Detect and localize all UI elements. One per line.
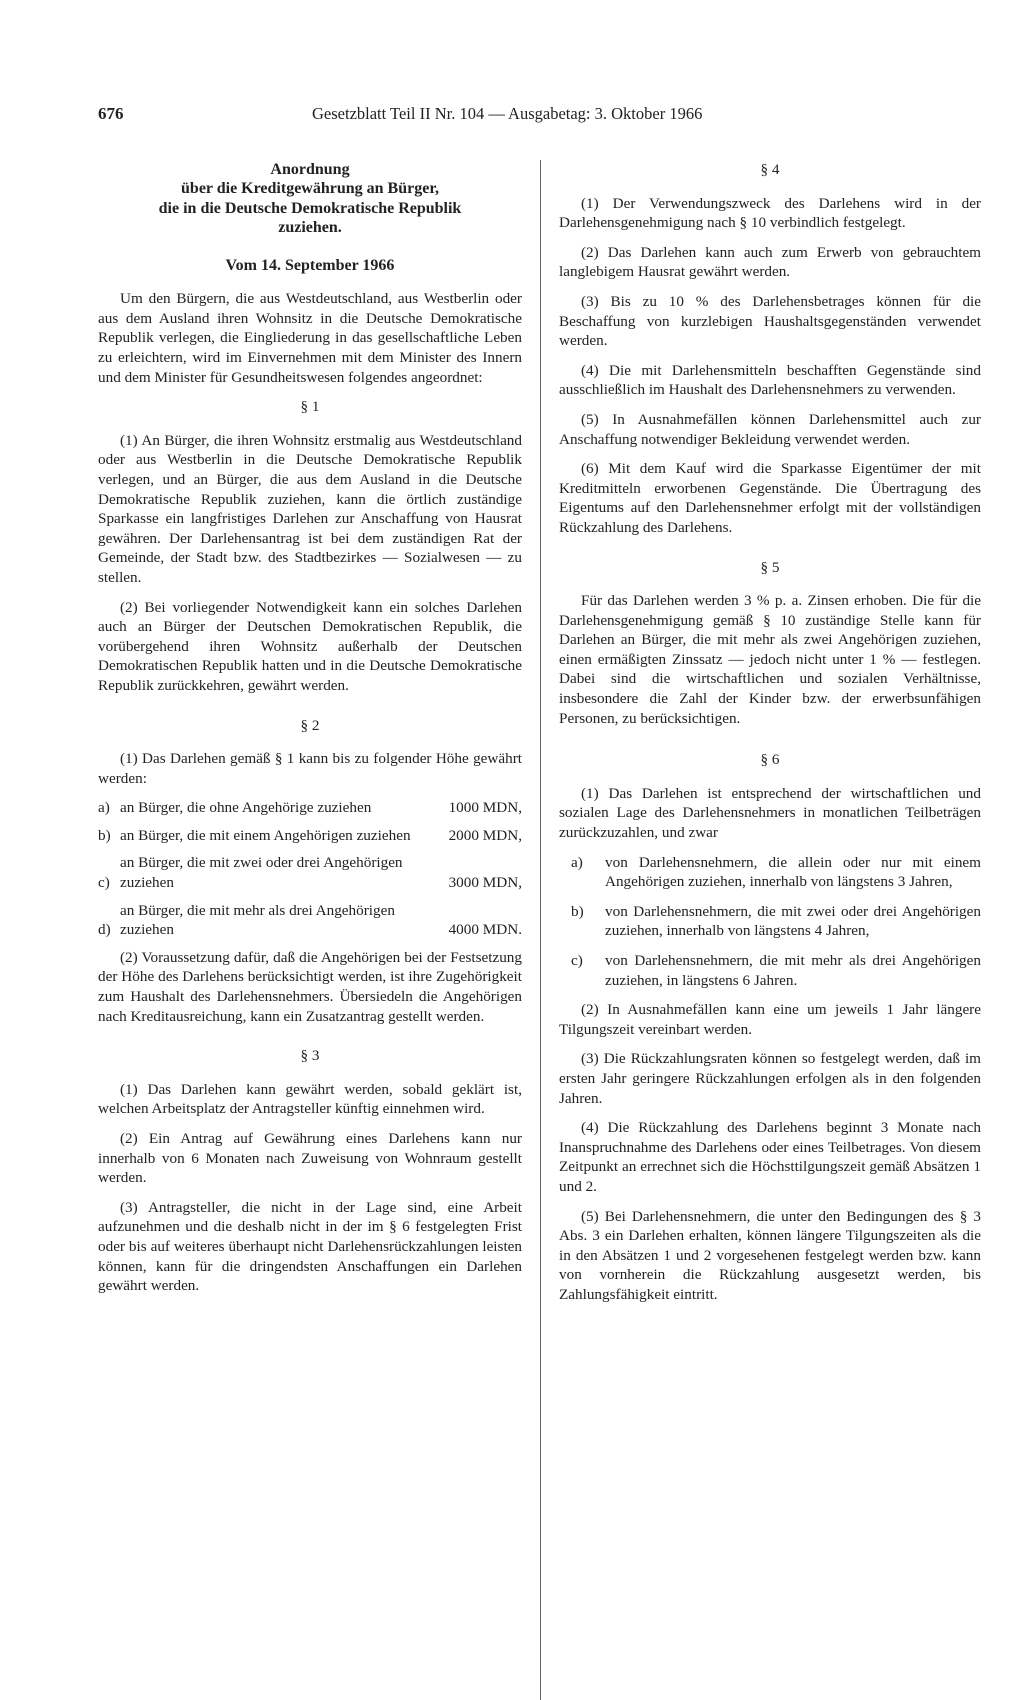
paragraph: (3) Die Rückzahlungsraten können so festgelegt werden, daß im ersten Jahr geringere Rückzahlungen erfolgen als in den folgenden Jahren. [559, 1050, 981, 1107]
paragraph: (4) Die Rückzahlung des Darlehens beginnt 3 Monate nach Inanspruchnahme des Darlehens oder eines Teilbetrages. Von diesem Zeitpunkt an errechnet sich die Höchsttilgungszeit gemäß Absätzen 1 und 2. [559, 1119, 981, 1195]
item-text: von Darlehensnehmern, die mit zwei oder drei Angehörigen zuziehen, innerhalb von längstens 4 Jahren, [605, 902, 981, 940]
paragraph: (1) Das Darlehen ist entsprechend der wirtschaftlichen und sozialen Lage des Darlehensnehmers in monatlichen Teilbeträgen zurückzuzahlen, und zwar [559, 784, 981, 842]
item-text: an Bürger, die mit mehr als drei Angehörigen zuziehen [120, 901, 395, 939]
paragraph: (2) Voraussetzung dafür, daß die Angehörigen bei der Festsetzung der Höhe des Darlehens berücksichtigt werden, ist ihre Zugehörigkeit zum Haushalt des Darlehensnehmers. Übersiedeln die Angehörigen nach Kreditausreichung, kann ein Zusatzantrag gestellt werden. [98, 948, 522, 1025]
amount-item [98, 901, 522, 940]
paragraph: (3) Bis zu 10 % des Darlehensbetrages können für die Beschaffung von kurzlebigen Haushaltsgegenständen verwendet werden. [559, 292, 981, 350]
item-label: a) [98, 799, 110, 817]
paragraph: (2) Das Darlehen kann auch zum Erwerb von gebrauchtem langlebigem Hausrat gewährt werden. [559, 243, 981, 281]
amount-item [98, 853, 522, 892]
section-heading-6: § 6 [760, 751, 780, 769]
item-label: b) [98, 826, 111, 844]
item-label: b) [571, 902, 584, 920]
left-column [98, 160, 522, 1306]
item-text: von Darlehensnehmern, die mit mehr als drei Angehörigen zuziehen, in längstens 6 Jahren. [605, 952, 981, 989]
section-heading-4: § 4 [760, 161, 780, 178]
title-line: zuziehen. [278, 219, 342, 237]
amount-item [98, 798, 522, 818]
section-heading-1: § 1 [300, 398, 320, 416]
paragraph: (5) In Ausnahmefällen können Darlehensmittel auch zur Anschaffung notwendiger Bekleidung verwendet werden. [559, 410, 981, 448]
paragraph: Für das Darlehen werden 3 % p. a. Zinsen erhoben. Die für die Darlehensgenehmigung gemäß § 10 zuständige Stelle kann für Darlehen an Bürger, die mit mehr als zwei Angehörigen zuziehen, einen ermäßigten Zinssatz — jedoch nicht unter 1 % — festlegen. Dabei sind die wirtschaftlichen und sozialen Verhältnisse, insbesondere die Zahl der Kinder bzw. der erwerbsunfähigen Personen, zu berücksichtigen. [559, 592, 981, 727]
item-text: von Darlehensnehmern, die allein oder nur mit einem Angehörigen zuziehen, innerhalb von längstens 3 Jahren, [605, 853, 981, 891]
item-amount: 4000 MDN. [448, 921, 522, 939]
repayment-list [559, 853, 981, 991]
document-date: Vom 14. September 1966 [225, 256, 395, 274]
item-label: c) [98, 874, 110, 892]
list-item [559, 853, 981, 892]
paragraph: (2) In Ausnahmefällen kann eine um jeweils 1 Jahr längere Tilgungszeit vereinbart werden. [559, 1001, 981, 1038]
section-heading-3: § 3 [300, 1047, 320, 1065]
item-text: an Bürger, die ohne Angehörige zuziehen [120, 799, 372, 817]
paragraph: (3) Antragsteller, die nicht in der Lage sind, eine Arbeit aufzunehmen und die deshalb nicht in der im § 6 festgelegten Frist oder bis auf weiteres überhaupt nicht Darlehensrückzahlungen leisten können, kann für die dringendsten Anschaffungen ein Darlehen gewährt werden. [98, 1198, 522, 1295]
document-title [98, 160, 522, 238]
item-amount: 2000 MDN, [448, 826, 522, 844]
item-text: an Bürger, die mit zwei oder drei Angehörigen zuziehen [120, 854, 403, 892]
right-column [559, 160, 981, 1315]
paragraph: (1) An Bürger, die ihren Wohnsitz erstmalig aus Westdeutschland oder aus Westberlin in die Deutsche Demokratische Republik verlegen, und an Bürger, die aus dem Ausland in die Deutsche Demokratische Republik zuziehen, kann die örtlich zuständige Sparkasse ein langfristiges Darlehen zur Anschaffung von Hausrat gewähren. Der Darlehensantrag ist bei dem zuständigen Rat der Gemeinde, der Stadt bzw. des Stadtbezirkes — Sozialwesen — zu stellen. [98, 431, 522, 586]
item-text: an Bürger, die mit einem Angehörigen zuziehen [120, 826, 411, 844]
title-line: über die Kreditgewährung an Bürger, [181, 180, 439, 198]
paragraph: (1) Das Darlehen kann gewährt werden, sobald geklärt ist, welchen Arbeitsplatz der Antragsteller künftig einnehmen wird. [98, 1080, 522, 1118]
page-number: 676 [98, 104, 124, 123]
item-amount: 3000 MDN, [448, 874, 522, 892]
amount-list [98, 798, 522, 940]
paragraph: (1) Das Darlehen gemäß § 1 kann bis zu folgender Höhe gewährt werden: [98, 750, 522, 787]
paragraph: (5) Bei Darlehensnehmern, die unter den Bedingungen des § 3 Abs. 3 ein Darlehen erhalten, können längere Tilgungszeiten als die in den Absätzen 1 und 2 vorgesehenen festgelegt werden bzw. kann von vornherein die Rückzahlung ausgesetzt werden, bis Zahlungsfähigkeit eintritt. [559, 1207, 981, 1303]
list-item [559, 951, 981, 990]
preamble: Um den Bürgern, die aus Westdeutschland, aus Westberlin oder aus dem Ausland ihren Wohnsitz in die Deutsche Demokratische Republik verlegen, die Eingliederung in das gesellschaftliche Leben zu erleichtern, wird im Einvernehmen mit dem Minister des Innern und dem Minister für Gesundheitswesen folgendes angeordnet: [98, 290, 522, 386]
title-line: die in die Deutsche Demokratische Republik [158, 199, 462, 217]
paragraph: (6) Mit dem Kauf wird die Sparkasse Eigentümer der mit Kreditmitteln erworbenen Gegenstände. Die Übertragung des Eigentums auf den Darlehensnehmer erfolgt mit der vollständigen Rückzahlung des Darlehens. [559, 460, 981, 536]
paragraph: (2) Ein Antrag auf Gewährung eines Darlehens kann nur innerhalb von 6 Monaten nach Zuweisung von Wohnraum gestellt werden. [98, 1130, 522, 1187]
page-header [98, 104, 784, 126]
running-title: Gesetzblatt Teil II Nr. 104 — Ausgabetag: 3. Oktober 1966 [312, 104, 703, 123]
list-item [559, 902, 981, 941]
column-divider [540, 160, 541, 1700]
item-label: a) [571, 853, 583, 871]
amount-item [98, 826, 522, 846]
paragraph: (1) Der Verwendungszweck des Darlehens wird in der Darlehensgenehmigung nach § 10 verbindlich festgelegt. [559, 194, 981, 232]
paragraph: (2) Bei vorliegender Notwendigkeit kann ein solches Darlehen auch an Bürger der Deutschen Demokratischen Republik, die vorübergehend ihren Wohnsitz außerhalb der Deutschen Demokratischen Republik hatten und in die Deutsche Demokratische Republik zurückkehren, gewährt werden. [98, 598, 522, 694]
item-label: d) [98, 921, 111, 939]
item-amount: 1000 MDN, [448, 799, 522, 817]
title-line: Anordnung [270, 161, 350, 178]
paragraph: (4) Die mit Darlehensmitteln beschafften Gegenstände sind ausschließlich im Haushalt des Darlehensnehmers zu verwenden. [559, 361, 981, 399]
section-heading-5: § 5 [760, 558, 780, 576]
section-heading-2: § 2 [300, 716, 320, 734]
item-label: c) [571, 952, 583, 969]
